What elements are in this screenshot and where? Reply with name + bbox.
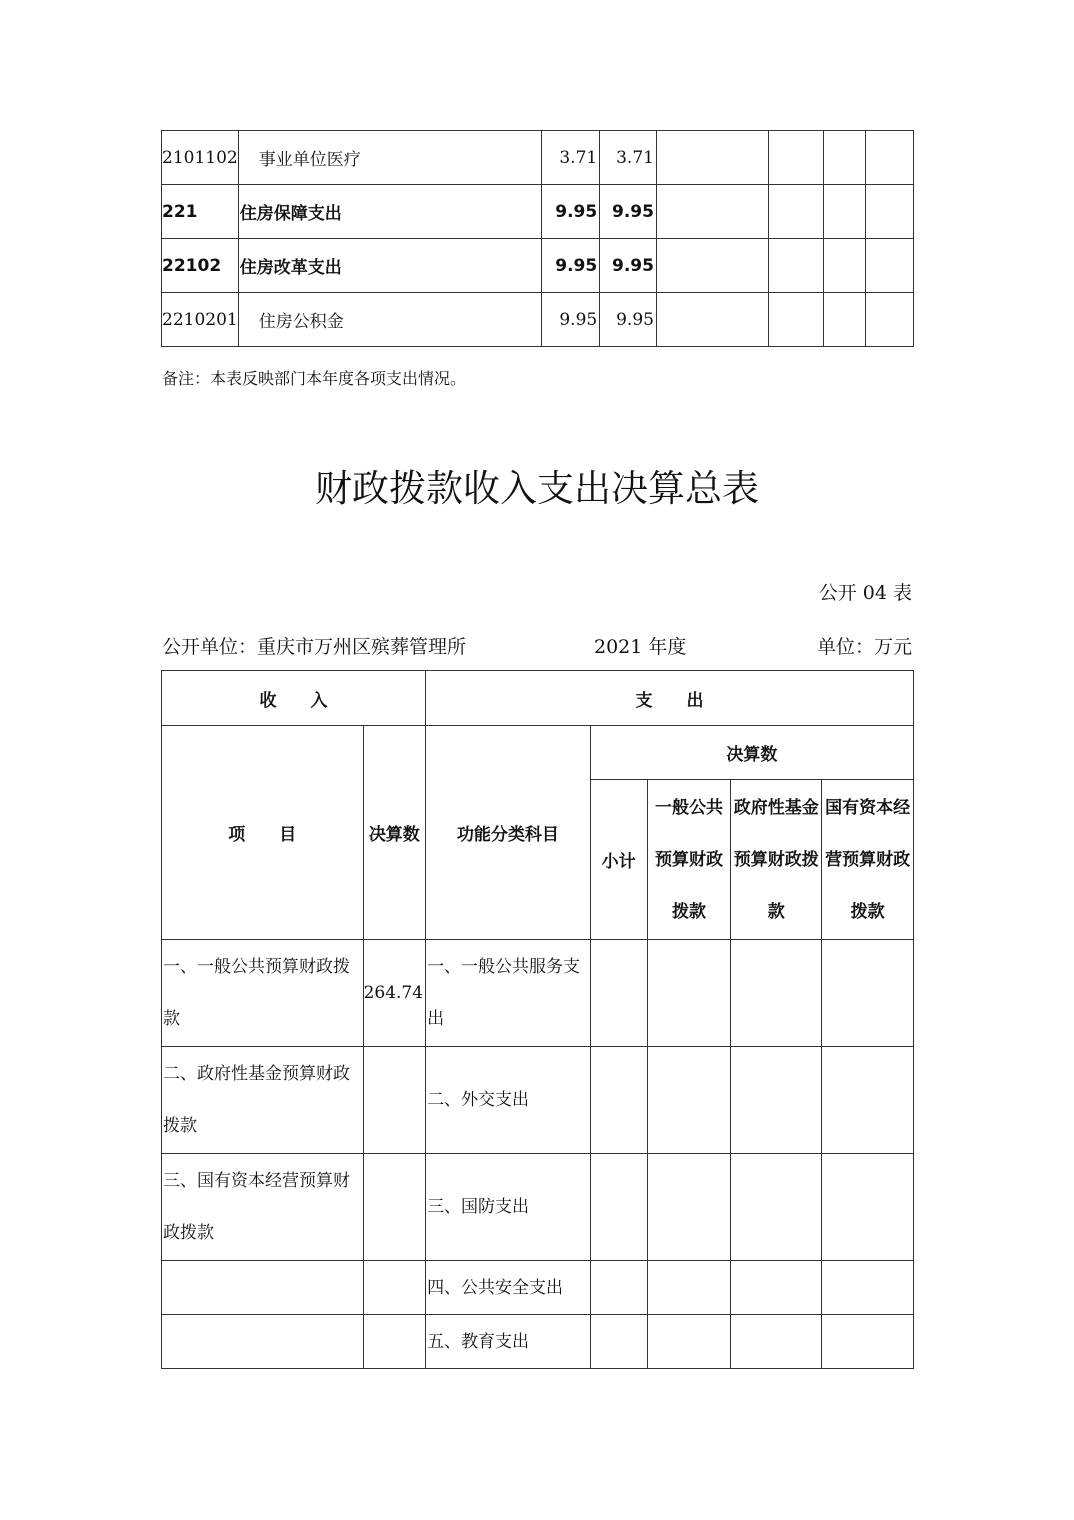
subject-name: 住房改革支出	[238, 239, 542, 293]
general-budget-value	[647, 1047, 731, 1154]
income-item: 一、一般公共预算财政拨款	[162, 940, 364, 1047]
total-value: 3.71	[542, 131, 600, 185]
item-header: 项 目	[162, 726, 364, 940]
total-value: 9.95	[542, 239, 600, 293]
subtotal-value	[590, 940, 647, 1047]
income-header: 收 入	[162, 671, 426, 726]
subject-code: 2210201	[162, 293, 239, 347]
empty-cell	[865, 185, 913, 239]
basic-expense-value: 3.71	[600, 131, 657, 185]
expense-item: 四、公共安全支出	[426, 1261, 591, 1315]
subject-name: 住房公积金	[238, 293, 542, 347]
income-item: 二、政府性基金预算财政拨款	[162, 1047, 364, 1154]
income-item: 三、国有资本经营预算财政拨款	[162, 1154, 364, 1261]
expense-item: 五、教育支出	[426, 1315, 591, 1369]
table-note: 备注：本表反映部门本年度各项支出情况。	[162, 369, 467, 388]
income-amount-header: 决算数	[363, 726, 425, 940]
state-capital-value	[822, 1047, 914, 1154]
general-budget-value	[647, 1315, 731, 1369]
subtotal-value	[590, 1047, 647, 1154]
basic-expense-value: 9.95	[600, 185, 657, 239]
state-capital-value	[822, 1154, 914, 1261]
table-number: 公开 04 表	[818, 582, 912, 604]
empty-cell	[768, 185, 823, 239]
gov-fund-value	[731, 1154, 822, 1261]
empty-cell	[865, 131, 913, 185]
subtotal-value	[590, 1154, 647, 1261]
state-capital-value	[822, 1315, 914, 1369]
fiscal-appropriation-summary-table	[161, 670, 914, 1369]
subtotal-header: 小计	[590, 780, 647, 940]
basic-expense-value: 9.95	[600, 293, 657, 347]
expense-item: 一、一般公共服务支出	[426, 940, 591, 1047]
income-item	[162, 1261, 364, 1315]
subject-name: 事业单位医疗	[238, 131, 542, 185]
subtotal-value	[590, 1261, 647, 1315]
subject-code: 2101102	[162, 131, 239, 185]
general-budget-value	[647, 940, 731, 1047]
gov-fund-value	[731, 1315, 822, 1369]
subject-code: 221	[162, 185, 239, 239]
state-capital-header: 国有资本经营预算财政拨款	[822, 780, 914, 940]
expense-item: 二、外交支出	[426, 1047, 591, 1154]
table-row	[162, 1315, 914, 1369]
empty-cell	[823, 131, 865, 185]
subject-name: 住房保障支出	[238, 185, 542, 239]
gov-fund-value	[731, 940, 822, 1047]
function-category-header: 功能分类科目	[426, 726, 591, 940]
general-budget-value	[647, 1154, 731, 1261]
total-value: 9.95	[542, 185, 600, 239]
state-capital-value	[822, 1261, 914, 1315]
table-row	[162, 239, 914, 293]
income-item	[162, 1315, 364, 1369]
expense-item: 三、国防支出	[426, 1154, 591, 1261]
empty-cell	[823, 185, 865, 239]
income-amount	[363, 1315, 425, 1369]
empty-cell	[768, 239, 823, 293]
empty-cell	[768, 131, 823, 185]
basic-expense-value: 9.95	[600, 239, 657, 293]
expense-detail-table-continued	[161, 130, 914, 347]
project-expense-value	[656, 131, 768, 185]
project-expense-value	[656, 293, 768, 347]
empty-cell	[865, 239, 913, 293]
table-row	[162, 131, 914, 185]
empty-cell	[865, 293, 913, 347]
total-value: 9.95	[542, 293, 600, 347]
income-amount	[363, 1154, 425, 1261]
table-row	[162, 1261, 914, 1315]
reporting-unit: 公开单位：重庆市万州区殡葬管理所	[162, 636, 467, 658]
income-amount	[363, 1047, 425, 1154]
empty-cell	[823, 293, 865, 347]
empty-cell	[823, 239, 865, 293]
gov-fund-value	[731, 1261, 822, 1315]
table-row	[162, 1154, 914, 1261]
page-title: 财政拨款收入支出决算总表	[315, 467, 759, 510]
table-row	[162, 1047, 914, 1154]
table-row	[162, 185, 914, 239]
general-budget-header: 一般公共预算财政拨款	[647, 780, 731, 940]
subject-code: 22102	[162, 239, 239, 293]
table-row	[162, 940, 914, 1047]
currency-unit: 单位：万元	[816, 636, 912, 658]
project-expense-value	[656, 239, 768, 293]
income-amount: 264.74	[363, 940, 425, 1047]
project-expense-value	[656, 185, 768, 239]
table-row	[162, 293, 914, 347]
final-amount-header: 决算数	[590, 726, 913, 780]
subtotal-value	[590, 1315, 647, 1369]
income-amount	[363, 1261, 425, 1315]
gov-fund-value	[731, 1047, 822, 1154]
state-capital-value	[822, 940, 914, 1047]
expense-header: 支 出	[426, 671, 914, 726]
fiscal-year: 2021 年度	[594, 636, 687, 658]
general-budget-value	[647, 1261, 731, 1315]
gov-fund-header: 政府性基金预算财政拨款	[731, 780, 822, 940]
empty-cell	[768, 293, 823, 347]
